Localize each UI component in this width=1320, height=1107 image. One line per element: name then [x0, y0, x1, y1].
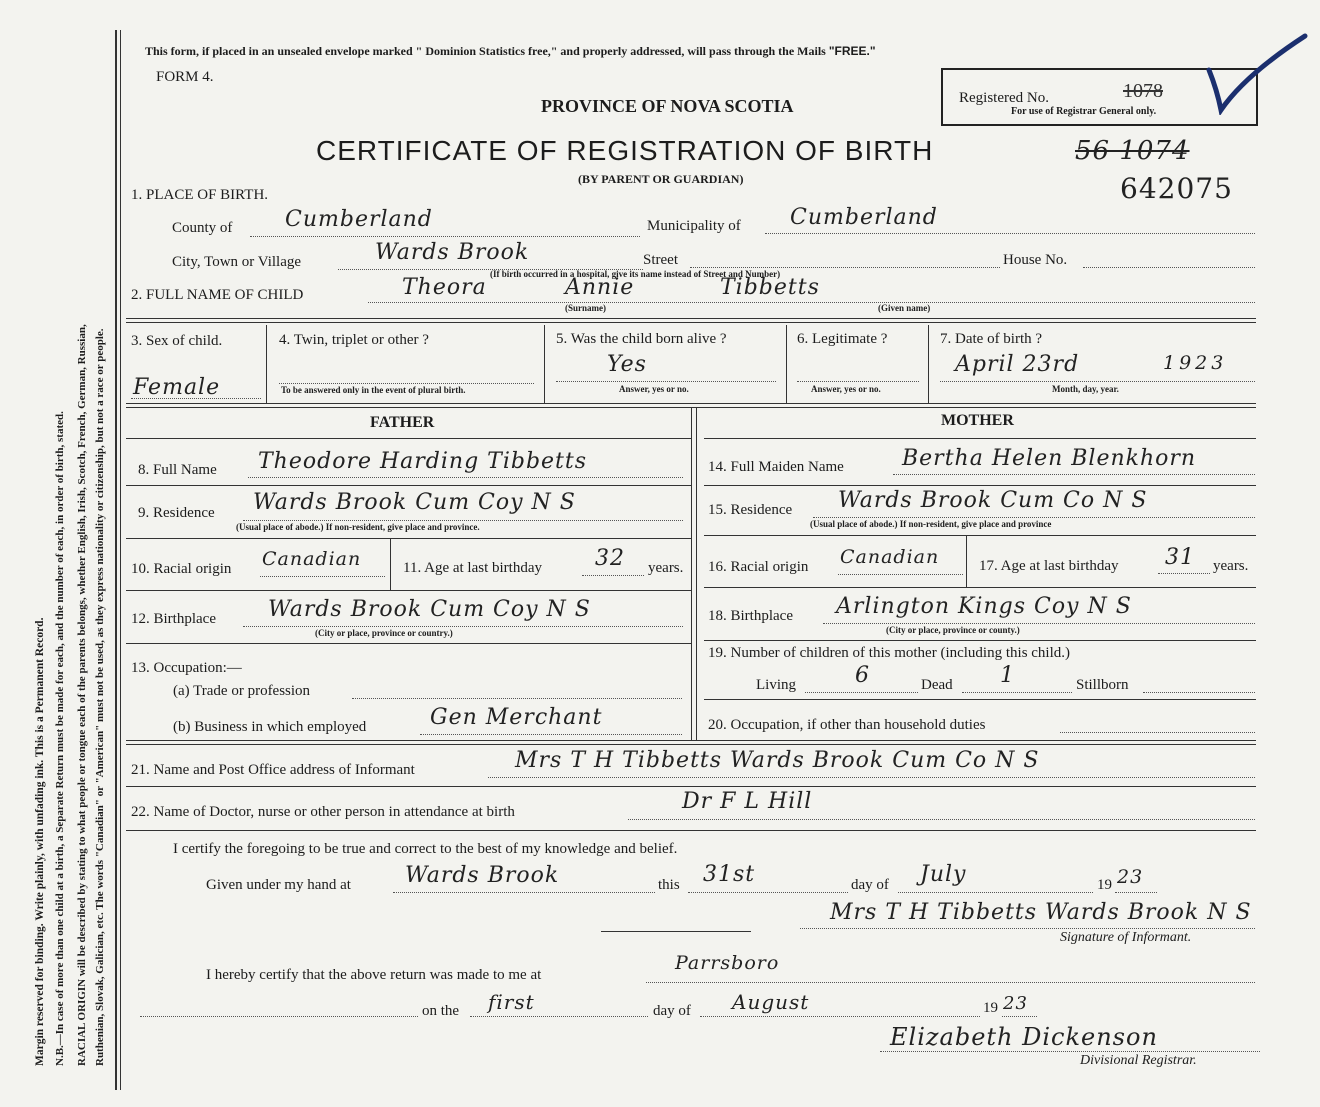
born-alive-value: Yes: [607, 352, 647, 377]
registered-label: Registered No.: [959, 90, 1049, 106]
father-years-label: years.: [648, 560, 684, 576]
father-residence-label: 9. Residence: [138, 505, 215, 521]
father-residence-note: (Usual place of abode.) If non-resident, give place and province.: [236, 522, 480, 532]
registrar-statement: I hereby certify that the above return was made to me at: [206, 967, 542, 983]
registrar-year-prefix: 19: [983, 1000, 998, 1016]
city-value: Wards Brook: [375, 240, 530, 265]
registrar-on-the-label: on the: [422, 1003, 460, 1019]
mother-name-value: Bertha Helen Blenkhorn: [902, 446, 1197, 471]
form-number: FORM 4.: [156, 69, 214, 85]
house-number-label: House No.: [1003, 252, 1068, 268]
certificate-subtitle: (BY PARENT OR GUARDIAN): [578, 172, 744, 186]
stamp-crossed: 56 1074: [1075, 136, 1190, 166]
mother-racial-value: Canadian: [840, 546, 940, 568]
dob-label: 7. Date of birth ?: [940, 331, 1043, 347]
mother-years-label: years.: [1213, 558, 1249, 574]
given-name-note: (Given name): [878, 303, 931, 313]
certificate-title: CERTIFICATE OF REGISTRATION OF BIRTH: [316, 135, 934, 166]
mother-residence-value: Wards Brook Cum Co N S: [838, 488, 1148, 513]
dob-note: Month, day, year.: [1052, 384, 1119, 394]
informant-signature-label: Signature of Informant.: [1060, 930, 1192, 945]
county-label: County of: [172, 220, 233, 236]
father-age-label: 11. Age at last birthday: [403, 560, 542, 576]
twin-label: 4. Twin, triplet or other ?: [279, 332, 429, 348]
check-mark-icon: [1205, 30, 1315, 115]
sex-label: 3. Sex of child.: [131, 333, 223, 349]
mother-racial-label: 16. Racial origin: [708, 559, 809, 575]
father-residence-value: Wards Brook Cum Coy N S: [253, 490, 576, 515]
attendant-label: 22. Name of Doctor, nurse or other person in attendance at birth: [131, 804, 515, 820]
binding-line-1: [115, 30, 117, 1090]
hospital-note: (If birth occurred in a hospital, give its name instead of Street and Number): [490, 269, 781, 279]
informant-value: Mrs T H Tibbetts Wards Brook Cum Co N S: [515, 748, 1040, 773]
registrar-signature: Elizabeth Dickenson: [890, 1023, 1158, 1051]
mother-stillborn-label: Stillborn: [1076, 677, 1129, 693]
father-birthplace-note: (City or place, province or country.): [315, 628, 453, 638]
mother-name-label: 14. Full Maiden Name: [708, 459, 844, 475]
twin-note: To be answered only in the event of plural birth.: [281, 385, 466, 395]
given-day-of-label: day of: [851, 877, 889, 893]
dob-year: 1923: [1163, 352, 1228, 374]
given-under-label: Given under my hand at: [206, 877, 351, 893]
father-trade-label: (a) Trade or profession: [173, 683, 311, 699]
mother-dead-label: Dead: [921, 677, 953, 693]
binding-line-2: [120, 30, 121, 1090]
mother-heading: MOTHER: [941, 412, 1014, 429]
born-alive-note: Answer, yes or no.: [619, 384, 689, 394]
mother-dead-value: 1: [1000, 663, 1015, 688]
certify-statement: I certify the foregoing to be true and correct to the best of my knowledge and belief.: [173, 841, 678, 857]
mother-age-value: 31: [1165, 545, 1195, 570]
mother-birthplace-value: Arlington Kings Coy N S: [836, 594, 1132, 619]
registrar-year-value: 23: [1003, 993, 1028, 1014]
father-occupation-label: 13. Occupation:—: [131, 660, 242, 676]
mother-birthplace-note: (City or place, province or county.): [886, 625, 1020, 635]
free-label: "FREE.": [828, 44, 876, 58]
margin-note-binding: Margin reserved for binding. Write plainly, with unfading ink. This is a Permanent Record.: [34, 617, 46, 1066]
father-name-value: Theodore Harding Tibbetts: [258, 449, 588, 474]
province-heading: PROVINCE OF NOVA SCOTIA: [541, 96, 794, 116]
mother-occupation-label: 20. Occupation, if other than household duties: [708, 717, 986, 733]
mother-living-label: Living: [756, 677, 796, 693]
margin-note-racial-2: Ruthenian, Slovak, Galician, etc. The words "Canadian" or "American" must not be used, as they express nationality or citizenship, but not a race or people.: [94, 328, 106, 1066]
mother-age-label: 17. Age at last birthday: [979, 558, 1119, 574]
registered-value: 1078: [1123, 80, 1163, 102]
given-month-value: July: [920, 862, 967, 887]
margin-note-racial-1: RACIAL ORIGIN will be described by stating to what people or tongue each of the parents belongs, whether English, Irish, Scotch, French, German, Russian,: [76, 324, 88, 1066]
child-name-label: 2. FULL NAME OF CHILD: [131, 287, 304, 303]
municipality-value: Cumberland: [790, 205, 938, 230]
father-age-value: 32: [595, 546, 625, 571]
father-heading: FATHER: [370, 414, 435, 431]
surname-note: (Surname): [565, 303, 606, 313]
informant-signature: Mrs T H Tibbetts Wards Brook N S: [830, 900, 1252, 925]
legitimate-label: 6. Legitimate ?: [797, 331, 888, 347]
mother-residence-label: 15. Residence: [708, 502, 793, 518]
father-business-label: (b) Business in which employed: [173, 719, 367, 735]
father-racial-label: 10. Racial origin: [131, 561, 232, 577]
registrar-note: For use of Registrar General only.: [1011, 106, 1157, 117]
margin-note-nb: N.B.—In case of more than one child at a birth, a Separate Return must be made for each, and the number of each, in order of birth, stated.: [54, 411, 66, 1066]
registrar-place-value: Parrsboro: [675, 952, 780, 974]
sex-value: Female: [133, 375, 221, 400]
street-label: Street: [643, 252, 678, 268]
given-place-value: Wards Brook: [405, 863, 560, 888]
given-year-value: 23: [1117, 866, 1144, 888]
child-given-written: Tibbetts: [720, 275, 820, 300]
registrar-signature-label: Divisional Registrar.: [1080, 1053, 1197, 1068]
father-birthplace-value: Wards Brook Cum Coy N S: [268, 597, 591, 622]
municipality-label: Municipality of: [647, 218, 741, 234]
given-this-label: this: [658, 877, 680, 893]
mail-notice: This form, if placed in an unsealed envelope marked " Dominion Statistics free," and properly addressed, will pass through the Mails "FREE.": [145, 44, 876, 58]
mother-children-label: 19. Number of children of this mother (including this child.): [708, 645, 1071, 661]
attendant-value: Dr F L Hill: [682, 789, 813, 814]
registrar-day-of-label: day of: [653, 1003, 691, 1019]
father-name-label: 8. Full Name: [138, 462, 217, 478]
registrar-day-value: first: [488, 990, 535, 1014]
stamp-number: 642075: [1120, 172, 1233, 205]
county-value: Cumberland: [285, 207, 433, 232]
dob-month-day: April 23rd: [955, 352, 1080, 377]
informant-label: 21. Name and Post Office address of Informant: [131, 762, 415, 778]
place-of-birth-heading: 1. PLACE OF BIRTH.: [131, 187, 269, 203]
legitimate-note: Answer, yes or no.: [811, 384, 881, 394]
city-label: City, Town or Village: [172, 254, 302, 270]
child-middle-written: Annie: [565, 275, 635, 300]
mother-residence-note: (Usual place of abode.) If non-resident, give place and province: [810, 519, 1052, 529]
given-year-prefix: 19: [1097, 877, 1112, 893]
born-alive-label: 5. Was the child born alive ?: [556, 331, 727, 347]
mother-birthplace-label: 18. Birthplace: [708, 608, 793, 624]
father-birthplace-label: 12. Birthplace: [131, 611, 216, 627]
registrar-month-value: August: [732, 990, 810, 1014]
father-business-value: Gen Merchant: [430, 705, 603, 730]
child-surname-written: Theora: [402, 275, 487, 300]
mother-living-value: 6: [855, 663, 870, 688]
given-day-value: 31st: [703, 862, 756, 887]
father-racial-value: Canadian: [262, 548, 362, 570]
